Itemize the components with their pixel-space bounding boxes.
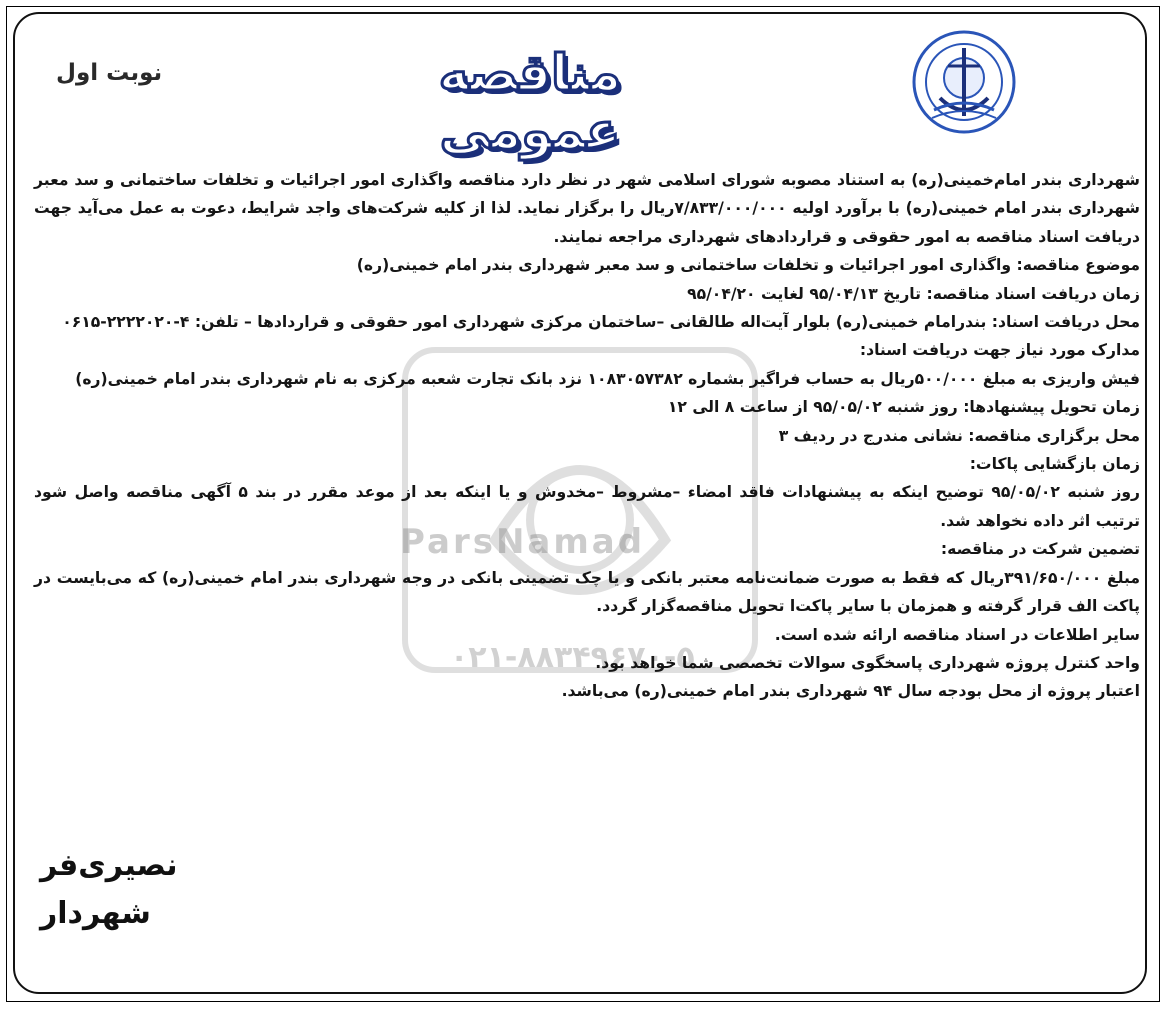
guarantee-text: مبلغ ۳۹۱/۶۵۰/۰۰۰ریال که فقط به صورت ضمانت‌نامه معتبر بانکی و یا چک تضمینی بانکی در وجه شهرداری بندر امام خمینی(ره) که می‌بایست در پاکت الف قرار گرفته و همزمان با سایر پاکت‌ا تحویل مناقصه‌گزار گردد. bbox=[34, 568, 1140, 616]
deposit-line: فیش واریزی به مبلغ ۵۰۰/۰۰۰ریال به حساب فراگیر بشماره ۱۰۸۳۰۵۷۳۸۲ نزد بانک تجارت شعبه مرکزی به نام شهرداری بندر امام خمینی(ره) bbox=[75, 369, 1140, 388]
venue-line: محل برگزاری مناقصه: نشانی مندرج در ردیف ۳ bbox=[778, 426, 1140, 445]
proposal-time-line: زمان تحویل پیشنهادها: روز شنبه ۹۵/۰۵/۰۲ از ساعت ۸ الی ۱۲ bbox=[667, 398, 1140, 417]
guarantee-label: تضمین شرکت در مناقصه: bbox=[940, 540, 1140, 559]
notice-body bbox=[34, 166, 1140, 706]
page-title: مناقصه عمومی bbox=[438, 44, 622, 160]
intro-paragraph: شهرداری بندر امام‌خمینی(ره) به استناد مصوبه شورای اسلامی شهر در نظر دارد مناقصه واگذاری امور اجرائیات و تخلفات ساختمانی و سد معبر شهرداری بندر امام خمینی(ره) با برآورد اولیه ۷/۸۳۳/۰۰۰/۰۰۰ریال را برگزار نماید. لذا از کلیه شرکت‌های واجد شرایط، دعوت به عمل می‌آید جهت دریافت اسناد مناقصه به امور حقوقی و قراردادهای شهرداری مراجعه نمایند. bbox=[34, 171, 1140, 246]
doc-time-line: زمان دریافت اسناد مناقصه: تاریخ ۹۵/۰۴/۱۳ لغایت ۹۵/۰۴/۲۰ bbox=[687, 284, 1140, 303]
control-unit-line: واحد کنترل پروژه شهرداری پاسخگوی سوالات تخصصی شما خواهد بود. bbox=[595, 653, 1140, 672]
opening-label: زمان بازگشایی پاکات: bbox=[969, 455, 1140, 474]
subject-line: موضوع مناقصه: واگذاری امور اجرائیات و تخلفات ساختمانی و سد معبر شهرداری بندر امام خمینی(ره) bbox=[356, 256, 1140, 275]
doc-place-line: محل دریافت اسناد: بندرامام خمینی(ره) بلوار آیت‌اله طالقانی –ساختمان مرکزی شهرداری امور حقوقی و قراردادها – تلفن: ۴-۲۲۲۲۰۲۰-۰۶۱۵ bbox=[62, 313, 1140, 332]
opening-text: روز شنبه ۹۵/۰۵/۰۲ توضیح اینکه به پیشنهادات فاقد امضاء –مشروط –مخدوش و یا اینکه بعد از موعد مقرر در بند ۵ آگهی مناقصه واصل شود ترتیب اثر داده نخواهد شد. bbox=[34, 483, 1141, 530]
budget-line: اعتبار پروژه از محل بودجه سال ۹۴ شهرداری بندر امام خمینی(ره) می‌باشد. bbox=[561, 682, 1140, 701]
signer-name: نصیری‌فر bbox=[40, 848, 178, 883]
watermark-text: ParsNamad bbox=[400, 522, 646, 562]
docs-required-label: مدارک مورد نیاز جهت دریافت اسناد: bbox=[859, 341, 1140, 360]
watermark-phone: ۰۲۱-۸۸۳۴۹۶۷۰-۵ bbox=[450, 640, 695, 675]
signer-title: شهردار bbox=[40, 896, 151, 931]
municipality-logo bbox=[908, 26, 1020, 138]
notice-number: نوبت اول bbox=[56, 60, 163, 86]
other-info-line: سایر اطلاعات در اسناد مناقصه ارائه شده است. bbox=[774, 625, 1140, 644]
